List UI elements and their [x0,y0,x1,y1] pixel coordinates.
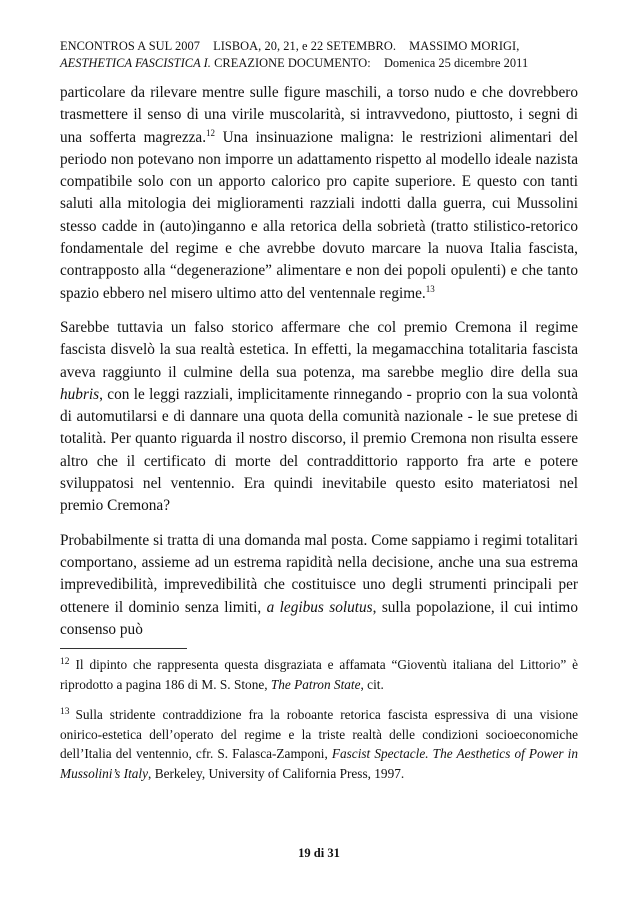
header-author: MASSIMO MORIGI, [409,39,520,53]
header-event: ENCONTROS A SUL 2007 [60,39,200,53]
header-line-2 [60,55,578,72]
footnote-12: $^{12}$ Il dipinto che rappresenta questa disgraziata e affamata “Gioventù italiana del Littorio” è riprodotto a pagina 186 di M. S. Stone, The Patron State, cit. [60,657,578,692]
paragraph-3: Probabilmente si tratta di una domanda mal posta. Come sappiamo i regimi totalitari comportano, assieme ad un estrema rapidità nella decisione, anche una sua estrema imprevedibilità, imprevedibilità che costituisce uno degli strumenti principali per ottenere il dominio senza limiti, a legibus solutus, sulla popolazione, il cui intimo consenso può [60,531,578,638]
footnote-ref-12[interactable]: 12 [206,127,216,138]
header-title: AESTHETICA FASCISTICA I. [60,56,211,70]
running-header [60,38,578,72]
header-doc-type: CREAZIONE DOCUMENTO: [214,56,371,70]
footnote-13: $^{13}$ Sulla stridente contraddizione fra la roboante retorica fascista espressiva di una visione onirico-estetica dell’operato del regime e la triste realtà delle condizioni socioeconomiche dell’Italia del ventennio, cfr. S. Falasca-Zamponi, Fascist Spectacle. The Aesthetics of Power in Mussolini’s Italy, Berkeley, University of California Press, 1997. [60,707,578,781]
page-number: 19 di 31 [298,846,340,860]
footnote-ref-13[interactable]: 13 [425,283,435,294]
footnote-separator [60,648,187,649]
header-place-date: LISBOA, 20, 21, e 22 SETEMBRO. [213,39,396,53]
header-date: Domenica 25 dicembre 2011 [383,56,529,70]
paragraph-1: particolare da rilevare mentre sulle figure maschili, a torso nudo e che dovrebbero trasmettere il senso di una virile muscolarità, si intravvedono, piuttosto, i segni di una sofferta magrezza.$^{12}$ Una insinuazione maligna: le restrizioni alimentari del periodo non potevano non imporre un adattamento rispetto al modello ideale nazista compatibile solo con un apporto calorico pro capite superiore. E questo con tanti saluti alla mitologia dei miglioramenti razziali indotti dalla guerra, cui Mussolini stesso cadde in (auto)inganno e alla retorica della sobrietà (tratto stilistico-retorico fondamentale del regime e che avrebbe dovuto marcare la nuova Italia fascista, contrapposto alla “degenerazione” alimentare e non dei popoli opulenti) e che tanto spazio ebbero nel misero ultimo atto del ventennale regime.$^{13}$ [60,84,578,302]
document-page [60,38,578,794]
header-line-1 [60,38,578,55]
paragraph-2: Sarebbe tuttavia un falso storico affermare che col premio Cremona il regime fascista disvelò la sua realtà estetica. In effetti, la megamacchina totalitaria fascista aveva raggiunto il culmine della sua potenza, ma sarebbe meglio dire della sua hubris, con le leggi razziali, implicitamente rinnegando - proprio con la sua volontà di automutilarsi e di dannare una quota della comunità nazionale - le sue pretese di totalità. Per quanto riguarda il nostro discorso, il premio Cremona non risulta essere altro che il certificato di morte del contraddittorio rapporto fra arte e potere sviluppatosi nel ventennio. Era quindi inevitabile questo esito materiatosi nel premio Cremona? [60,318,578,515]
body-text [60,82,578,641]
footnote-number: 12 [60,657,70,668]
footnote-number: 13 [60,707,70,718]
